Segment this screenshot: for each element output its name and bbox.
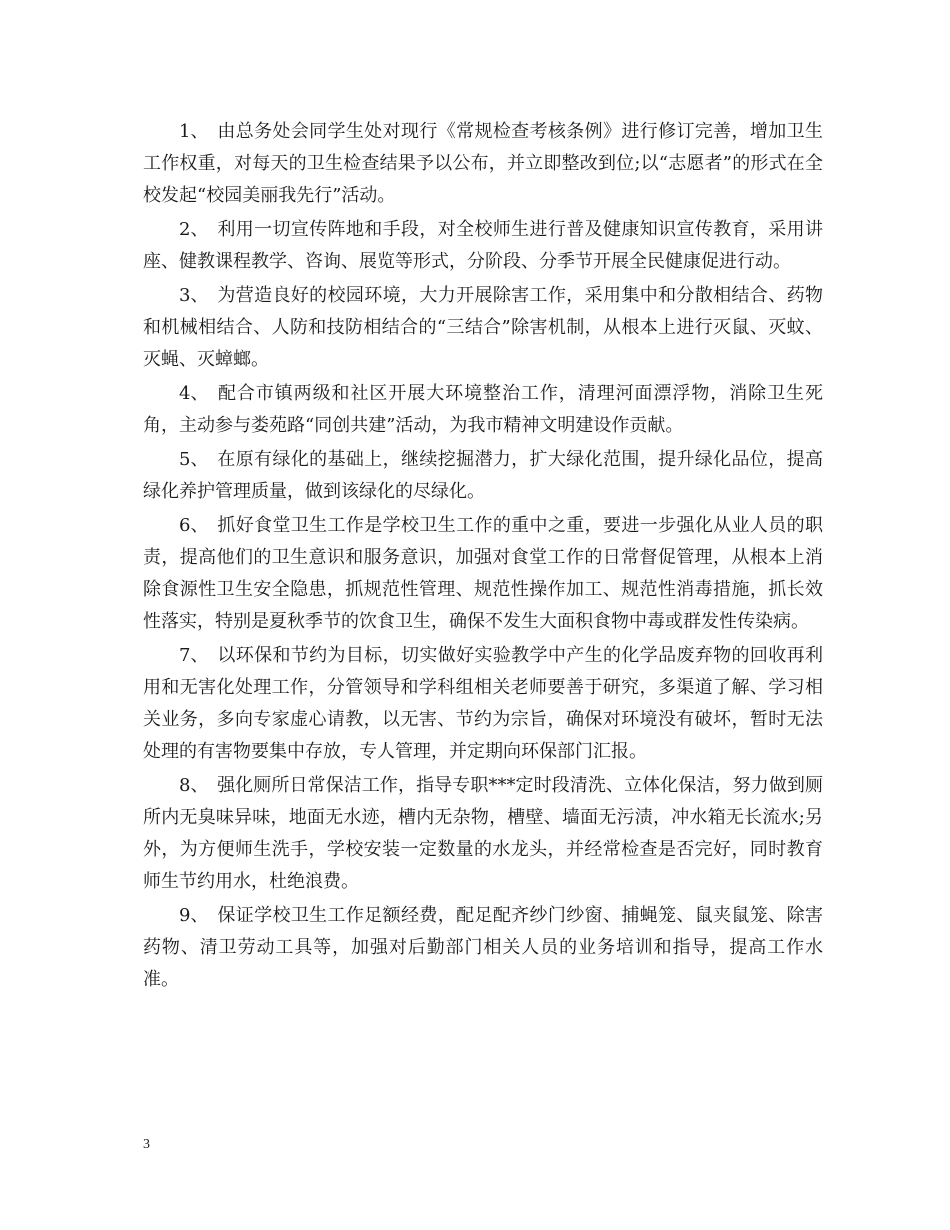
paragraph-number: 8、 (179, 775, 209, 796)
paragraph-text: 由总务处会同学生处对现行《常规检查考核条例》进行修订完善，增加卫生工作权重，对每天的卫生检查结果予以公布，并立即整改到位;以“志愿者”的形式在全校发起“校园美丽我先行”活动。 (143, 121, 823, 206)
paragraph-text: 为营造良好的校园环境，大力开展除害工作，采用集中和分散相结合、药物和机械相结合、人防和技防相结合的“三结合”除害机制，从根本上进行灭鼠、灭蚊、灭蝇、灭蟑螂。 (143, 285, 823, 370)
paragraph-9 (143, 900, 823, 996)
paragraph-number: 7、 (179, 645, 209, 666)
paragraph-8 (143, 770, 823, 898)
paragraph-number: 3、 (179, 285, 209, 306)
paragraph-text: 保证学校卫生工作足额经费，配足配齐纱门纱窗、捕蝇笼、鼠夹鼠笼、除害药物、清卫劳动工具等，加强对后勤部门相关人员的业务培训和指导，提高工作水准。 (143, 905, 823, 990)
paragraph-text: 配合市镇两级和社区开展大环境整治工作，清理河面漂浮物，消除卫生死角，主动参与娄苑路“同创共建”活动，为我市精神文明建设作贡献。 (143, 383, 823, 436)
paragraph-number: 4、 (179, 383, 209, 404)
paragraph-6 (143, 510, 823, 638)
paragraph-3 (143, 280, 823, 376)
paragraph-2 (143, 214, 823, 278)
paragraph-number: 2、 (179, 219, 209, 240)
paragraph-7 (143, 640, 823, 768)
paragraph-text: 利用一切宣传阵地和手段，对全校师生进行普及健康知识宣传教育，采用讲座、健教课程教学、咨询、展览等形式，分阶段、分季节开展全民健康促进行动。 (143, 219, 823, 272)
paragraph-text: 在原有绿化的基础上，继续挖掘潜力，扩大绿化范围，提升绿化品位，提高绿化养护管理质量，做到该绿化的尽绿化。 (143, 449, 823, 502)
paragraph-number: 1、 (179, 121, 209, 142)
paragraph-text: 强化厕所日常保洁工作，指导专职***定时段清洗、立体化保洁，努力做到厕所内无臭味异味，地面无水迹，槽内无杂物，槽壁、墙面无污渍，冲水箱无长流水;另外，为方便师生洗手，学校安装一定数量的水龙头，并经常检查是否完好，同时教育师生节约用水，杜绝浪费。 (143, 775, 823, 892)
paragraph-number: 9、 (179, 905, 209, 926)
paragraph-number: 6、 (179, 515, 209, 536)
paragraph-number: 5、 (179, 449, 209, 470)
paragraph-text: 抓好食堂卫生工作是学校卫生工作的重中之重，要进一步强化从业人员的职责，提高他们的卫生意识和服务意识，加强对食堂工作的日常督促管理，从根本上消除食源性卫生安全隐患，抓规范性管理、规范性操作加工、规范性消毒措施，抓长效性落实，特别是夏秋季节的饮食卫生，确保不发生大面积食物中毒或群发性传染病。 (143, 515, 823, 632)
paragraph-text: 以环保和节约为目标，切实做好实验教学中产生的化学品废弃物的回收再利用和无害化处理工作，分管领导和学科组相关老师要善于研究，多渠道了解、学习相关业务，多向专家虚心请教，以无害、节约为宗旨，确保对环境没有破坏，暂时无法处理的有害物要集中存放，专人管理，并定期向环保部门汇报。 (143, 645, 823, 762)
paragraph-1 (143, 116, 823, 212)
document-body (143, 116, 823, 998)
paragraph-4 (143, 378, 823, 442)
paragraph-5 (143, 444, 823, 508)
page-number: 3 (143, 1137, 150, 1152)
